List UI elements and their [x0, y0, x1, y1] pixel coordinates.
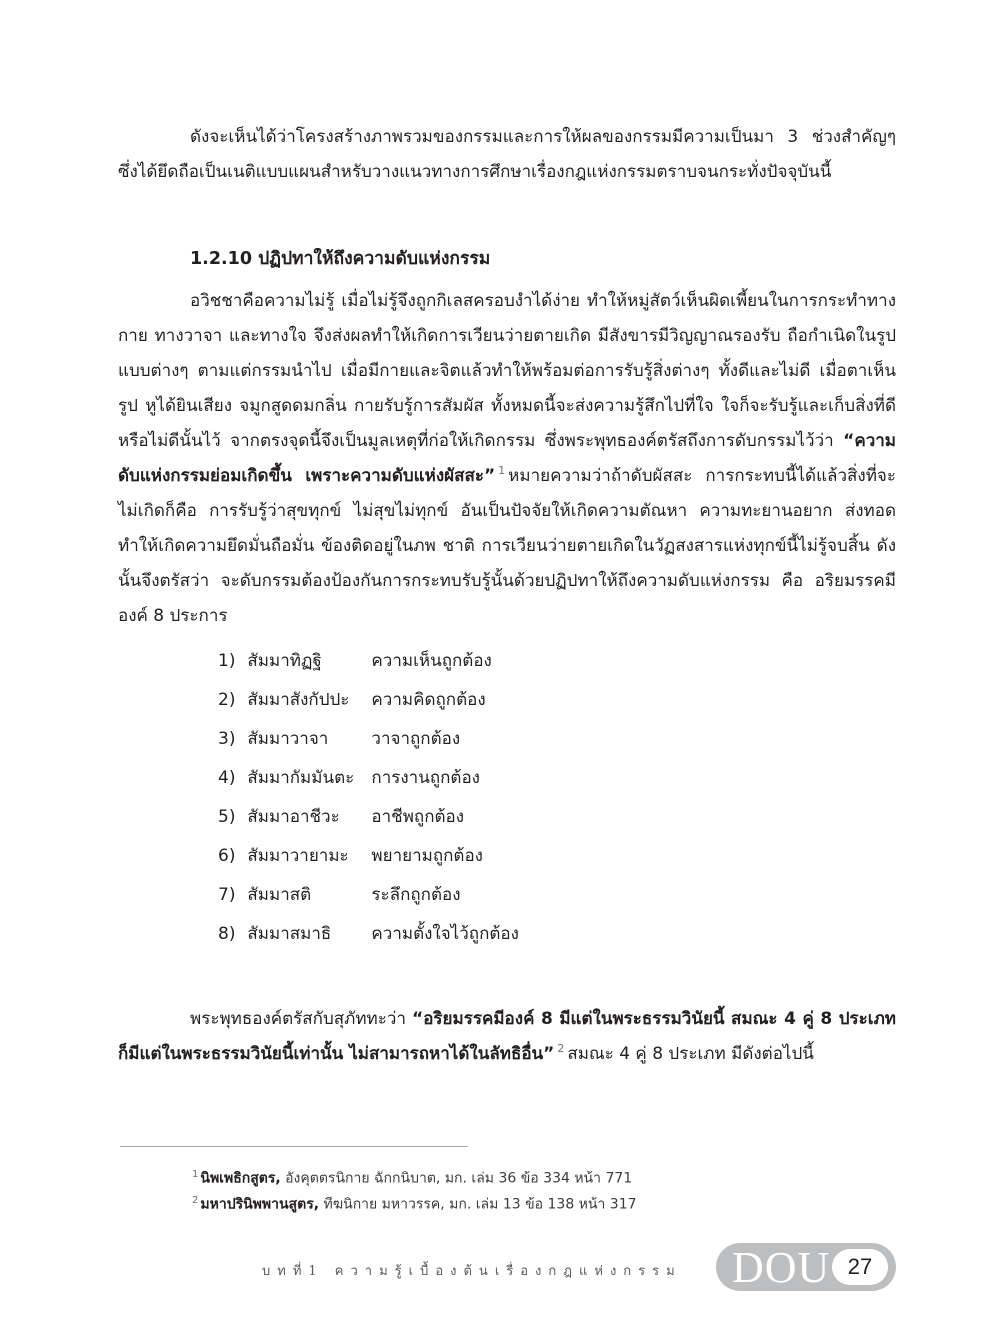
list-item-term: สัมมาวาจา	[247, 729, 329, 749]
dou-logo-badge	[716, 1243, 896, 1291]
list-item	[218, 876, 519, 915]
section-heading: 1.2.10 ปฏิปทาให้ถึงความดับแห่งกรรม	[190, 249, 491, 269]
list-item-meaning: ความตั้งใจไว้ถูกต้อง	[371, 924, 519, 944]
footnote-ref-1[interactable]: 1	[498, 464, 506, 478]
list-item-meaning: ระลึกถูกต้อง	[371, 885, 461, 905]
list-item-meaning: พยายามถูกต้อง	[371, 846, 483, 866]
list-item-number: 2)	[218, 690, 236, 710]
closing-lead: พระพุทธองค์ตรัสกับสุภัททะว่า	[190, 1009, 406, 1029]
section-quote: “ความดับแห่งกรรมย่อมเกิดขึ้น เพราะความดับแห่งผัสสะ”	[118, 431, 896, 486]
footnote-text: ทีฆนิกาย มหาวรรค, มก. เล่ม 13 ข้อ 138 หน้า 317	[323, 1196, 637, 1213]
list-item-term: สัมมาวายามะ	[247, 846, 349, 866]
footnote-number: 1	[192, 1169, 199, 1180]
list-item-meaning: การงานถูกต้อง	[371, 768, 480, 788]
list-item	[218, 720, 519, 759]
list-item-meaning: วาจาถูกต้อง	[371, 729, 461, 749]
closing-quote: “อริยมรรคมีองค์ 8 มีแต่ในพระธรรมวินัยนี้ สมณะ 4 คู่ 8 ประเภท ก็มีแต่ในพระธรรมวินัยนี้เท่านั้น ไม่สามารถหาได้ในลัทธิอื่น”	[118, 1009, 897, 1064]
eightfold-path-list	[218, 642, 519, 954]
closing-tail: สมณะ 4 คู่ 8 ประเภท มีดังต่อไปนี้	[567, 1044, 814, 1064]
section-paragraph-part1: อวิชชาคือความไม่รู้ เมื่อไม่รู้จึงถูกกิเลสครอบงำได้ง่าย ทำให้หมู่สัตว์เห็นผิดเพี้ยนในการกระทำทาง กาย ทางวาจา และทางใจ จึงส่งผลทำให้เกิดการเวียนว่ายตายเกิด มีสังขารมีวิญญาณรองรับ ถือกำเนิดในรูปแบบต่างๆ ตามแต่กรรมนำไป เมื่อมีกายและจิตแล้วทำให้พร้อมต่อการรับรู้สิ่งต่างๆ ทั้งดีและไม่ดี เมื่อตาเห็นรูป หูได้ยินเสียง จมูกสูดดมกลิ่น กายรับรู้การสัมผัส ทั้งหมดนี้จะส่งความรู้สึกไปที่ใจ ใจก็จะรับรู้และเก็บสิ่งที่ดีหรือไม่ดีนั้นไว้ จากตรงจุดนี้จึงเป็นมูลเหตุที่ก่อให้เกิดกรรม ซึ่งพระพุทธองค์ตรัสถึงการดับกรรมไว้ว่า	[118, 291, 896, 451]
footnote-ref-2[interactable]: 2	[557, 1042, 565, 1056]
list-item	[218, 837, 519, 876]
list-item-number: 5)	[218, 807, 236, 827]
list-item-term: สัมมาอาชีวะ	[247, 807, 340, 827]
footnote-text: อังคุตตรนิกาย ฉักกนิบาต, มก. เล่ม 36 ข้อ 334 หน้า 771	[285, 1170, 633, 1187]
list-item	[218, 759, 519, 798]
list-item	[218, 915, 519, 954]
list-item-number: 7)	[218, 885, 236, 905]
footnote-title: นิพเพธิกสูตร,	[200, 1170, 281, 1187]
footnote-1	[192, 1164, 632, 1190]
list-item-number: 4)	[218, 768, 236, 788]
list-item-term: สัมมาสังกัปปะ	[247, 690, 350, 710]
page-number: 27	[832, 1249, 888, 1285]
list-item-meaning: ความคิดถูกต้อง	[371, 690, 486, 710]
intro-paragraph	[118, 120, 896, 190]
list-item	[218, 681, 519, 720]
footnote-number: 2	[192, 1195, 199, 1206]
section-paragraph	[118, 284, 896, 634]
list-item-number: 6)	[218, 846, 236, 866]
list-item-term: สัมมาสติ	[247, 885, 312, 905]
list-item	[218, 798, 519, 837]
list-item-meaning: อาชีพถูกต้อง	[371, 807, 465, 827]
list-item	[218, 642, 519, 681]
section-paragraph-part2: หมายความว่าถ้าดับผัสสะ การกระทบนี้ได้แล้วสิ่งที่จะไม่เกิดก็คือ การรับรู้ว่าสุขทุกข์ ไม่สุขไม่ทุกข์ อันเป็นปัจจัยให้เกิดความตัณหา ความทะยานอยาก ส่งทอดทำให้เกิดความยึดมั่นถือมั่น ข้องติดอยู่ในภพ ชาติ การเวียนว่ายตายเกิดในวัฏสงสารแห่งทุกข์นี้ไม่รู้จบสิ้น ดังนั้นจึงตรัสว่า จะดับกรรมต้องป้องกันการกระทบรับรู้นั้นด้วยปฏิปทาให้ถึงความดับแห่งกรรม คือ อริยมรรคมีองค์ 8 ประการ	[118, 466, 896, 626]
closing-paragraph	[118, 1002, 896, 1072]
list-item-number: 3)	[218, 729, 236, 749]
footnote-title: มหาปรินิพพานสูตร,	[200, 1196, 320, 1213]
list-item-term: สัมมาทิฏฐิ	[247, 651, 322, 671]
footnote-divider	[120, 1146, 468, 1147]
list-item-term: สัมมาสมาธิ	[247, 924, 332, 944]
intro-paragraph-text: ดังจะเห็นได้ว่าโครงสร้างภาพรวมของกรรมและการให้ผลของกรรมมีความเป็นมา 3 ช่วงสำคัญๆ ซึ่งได้ยึดถือเป็นเนติแบบแผนสำหรับวางแนวทางการศึกษาเรื่องกฎแห่งกรรมตราบจนกระทั่งปัจจุบันนี้	[118, 127, 896, 182]
dou-logo: DOU	[732, 1243, 831, 1292]
footnote-2	[192, 1190, 637, 1216]
running-footer-title: บทที่1 ความรู้เบื้องต้นเรื่องกฎแห่งกรรม	[262, 1264, 682, 1279]
list-item-meaning: ความเห็นถูกต้อง	[371, 651, 492, 671]
list-item-number: 8)	[218, 924, 236, 944]
list-item-number: 1)	[218, 651, 236, 671]
list-item-term: สัมมากัมมันตะ	[247, 768, 355, 788]
